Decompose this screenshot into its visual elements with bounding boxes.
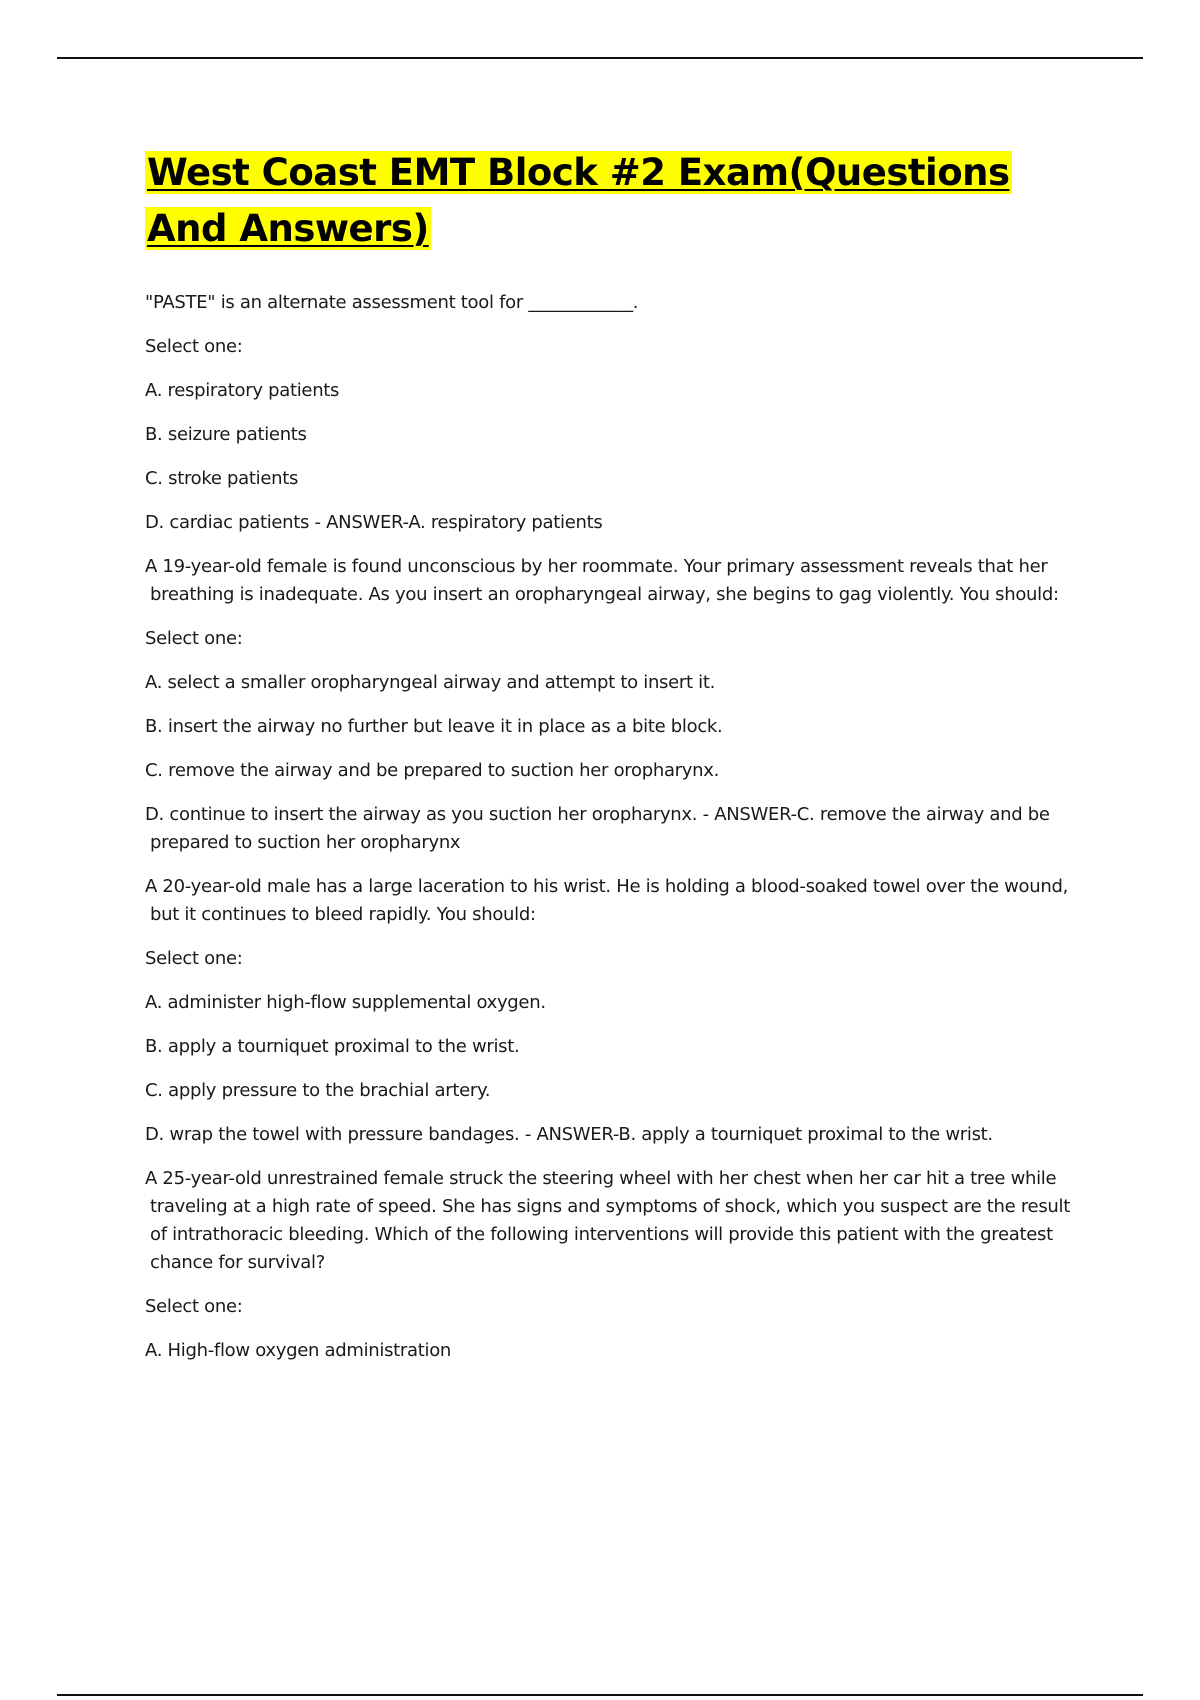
- answer-option: B. apply a tourniquet proximal to the wrist.: [145, 1036, 520, 1057]
- answer-option: A. High-flow oxygen administration: [145, 1340, 452, 1361]
- question-text: A 25-year-old unrestrained female struck the steering wheel with her chest when her car hit a tree while traveling at a high rate of speed. She has signs and symptoms of shock, which you suspect are the result of intrathoracic bleeding. Which of the following interventions will provide this patient with the greatest chance for survival?: [145, 1168, 1070, 1273]
- question-block: [145, 873, 1090, 1165]
- answer-option: B. seizure patients: [145, 424, 307, 445]
- answer-option: A. select a smaller oropharyngeal airway and attempt to insert it.: [145, 672, 716, 693]
- answer-option: C. apply pressure to the brachial artery.: [145, 1080, 491, 1101]
- document-title-text: West Coast EMT Block #2 Exam(Questions And Answers): [147, 151, 1010, 250]
- select-one-label: Select one:: [145, 628, 243, 649]
- answer-option: C. remove the airway and be prepared to suction her oropharynx.: [145, 760, 720, 781]
- question-text: "PASTE" is an alternate assessment tool for ____________.: [145, 292, 639, 313]
- answer-option: B. insert the airway no further but leave it in place as a bite block.: [145, 716, 723, 737]
- select-one-label: Select one:: [145, 1296, 243, 1317]
- select-one-label: Select one:: [145, 948, 243, 969]
- answer-option: A. administer high-flow supplemental oxygen.: [145, 992, 546, 1013]
- answer-option-with-answer: D. wrap the towel with pressure bandages. - ANSWER-B. apply a tourniquet proximal to the wrist.: [145, 1124, 993, 1145]
- answer-option: C. stroke patients: [145, 468, 299, 489]
- select-one-label: Select one:: [145, 336, 243, 357]
- bottom-rule: [57, 1694, 1143, 1696]
- top-rule: [57, 57, 1143, 59]
- question-text: A 19-year-old female is found unconscious by her roommate. Your primary assessment reveals that her breathing is inadequate. As you insert an oropharyngeal airway, she begins to gag violently. You should:: [145, 556, 1059, 605]
- answer-option-with-answer: D. continue to insert the airway as you suction her oropharynx. - ANSWER-C. remove the airway and be prepared to suction her oropharynx: [145, 804, 1050, 853]
- document-body: [145, 145, 1090, 1365]
- answer-option-with-answer: D. cardiac patients - ANSWER-A. respiratory patients: [145, 512, 603, 533]
- question-block: [145, 1165, 1090, 1365]
- question-block: [145, 289, 1090, 553]
- question-block: [145, 553, 1090, 873]
- question-text: A 20-year-old male has a large laceration to his wrist. He is holding a blood-soaked towel over the wound, but it continues to bleed rapidly. You should:: [145, 876, 1069, 925]
- answer-option: A. respiratory patients: [145, 380, 340, 401]
- document-title: [145, 145, 1090, 257]
